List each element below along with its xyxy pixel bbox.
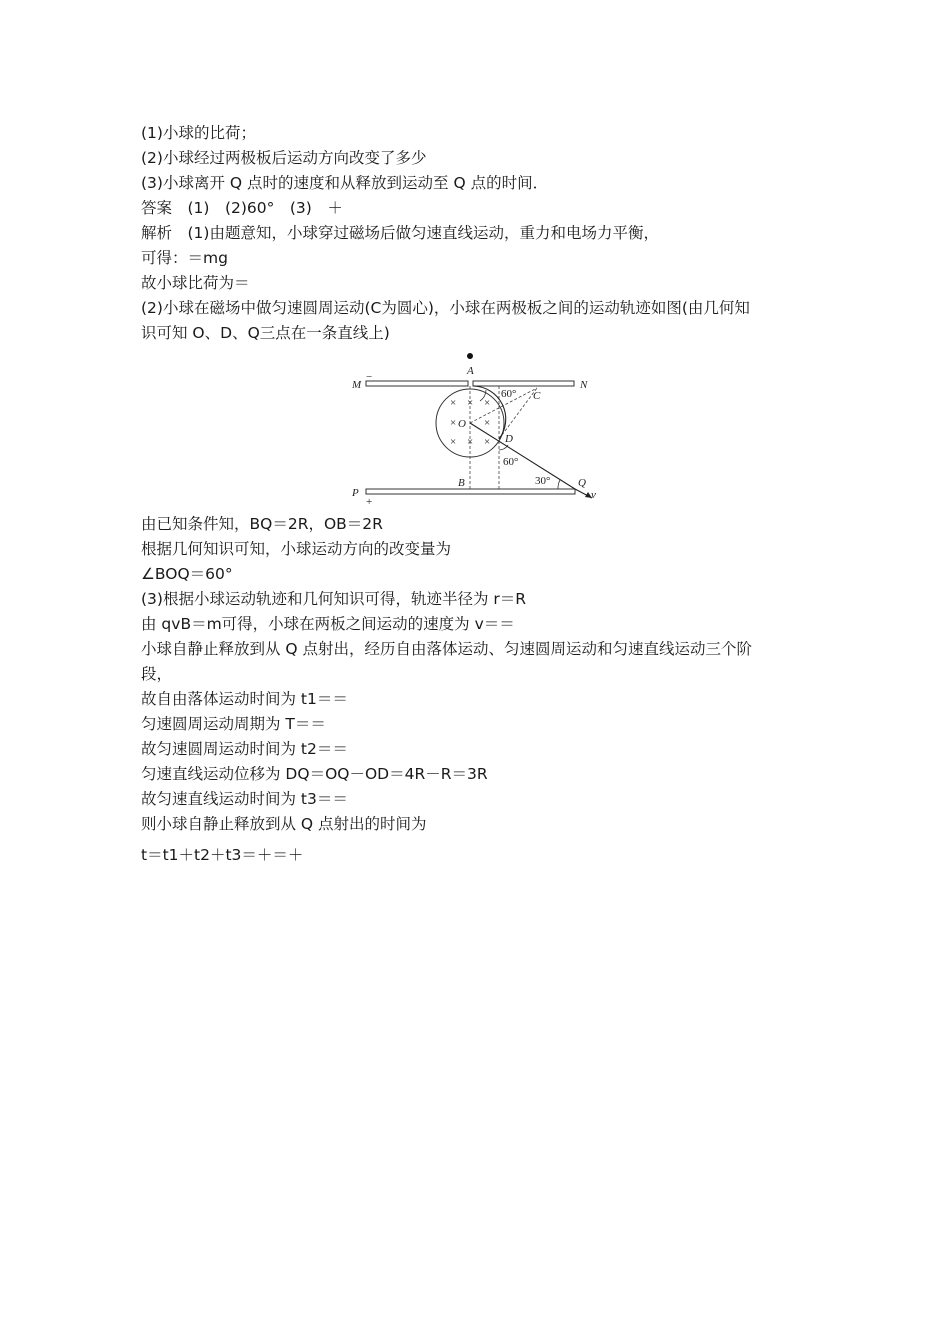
cross-mark: × [484,417,491,429]
cross-mark: × [484,397,491,409]
text-line: 识可知 O、D、Q三点在一条直线上) [141,324,390,342]
label-b: B [458,477,465,489]
text-line: (3)根据小球运动轨迹和几何知识可得，轨迹半径为 r＝R [141,590,527,608]
cross-mark: × [467,436,474,448]
label-m: M [352,379,362,391]
text-line: 小球自静止释放到从 Q 点射出，经历自由落体运动、匀速圆周运动和匀速直线运动三个阶 [141,640,753,658]
sign-plus: + [366,496,373,508]
label-o: O [458,418,466,430]
label-p: P [352,487,359,499]
question-3: (3)小球离开 Q 点时的速度和从释放到运动至 Q 点的时间． [141,174,549,192]
plate-n [473,381,574,386]
text-line: (2)小球在磁场中做匀速圆周运动(C为圆心)，小球在两极板之间的运动轨迹如图(由几何知 [141,299,750,317]
label-d: D [505,433,513,445]
text-line: 则小球自静止释放到从 Q 点射出的时间为 [141,815,427,833]
text-line: 匀速直线运动位移为 DQ＝OQ－OD＝4R－R＝3R [141,765,488,783]
ball-dot [467,353,473,359]
angle-arc [558,480,560,489]
text-line: 根据几何知识可知，小球运动方向的改变量为 [141,540,452,558]
text-line: 由已知条件知，BQ＝2R，OB＝2R [141,515,383,533]
text-line: ∠BOQ＝60° [141,565,233,583]
trajectory-line [470,423,575,489]
cross-mark: × [467,397,474,409]
text-line: 可得：＝mg [141,249,228,267]
text-line: 故自由落体运动时间为 t1＝＝ [141,690,348,708]
cross-mark: × [484,436,491,448]
plate-p [366,489,575,494]
label-v: v [591,489,596,501]
text-line: 故匀速圆周运动时间为 t2＝＝ [141,740,348,758]
label-c: C [533,390,541,402]
cross-mark: × [450,397,457,409]
text-line: 匀速圆周运动周期为 T＝＝ [141,715,326,733]
analysis-line: 解析 (1)由题意知，小球穿过磁场后做匀速直线运动，重力和电场力平衡， [141,224,659,242]
plate-m [366,381,468,386]
angle-label-q: 30° [535,475,551,487]
answer-line: 答案 (1) (2)60° (3) ＋ [141,199,343,217]
angle-label-top: 60° [501,388,517,400]
cross-mark: × [450,417,457,429]
text-line: 故匀速直线运动时间为 t3＝＝ [141,790,348,808]
physics-diagram [344,348,606,508]
label-n: N [580,379,588,391]
text-line: 由 qvB＝m可得，小球在两板之间运动的速度为 v＝＝ [141,615,515,633]
question-2: (2)小球经过两极板后运动方向改变了多少 [141,149,427,167]
sign-minus: − [366,371,373,383]
label-q: Q [578,477,586,489]
angle-label-mid: 60° [503,456,519,468]
question-1: (1)小球的比荷； [141,124,256,142]
text-line: t＝t1＋t2＋t3＝＋＝＋ [141,846,304,864]
label-a: A [467,365,474,377]
cross-mark: × [450,436,457,448]
text-line: 故小球比荷为＝ [141,274,250,292]
text-line: 段， [141,665,173,683]
